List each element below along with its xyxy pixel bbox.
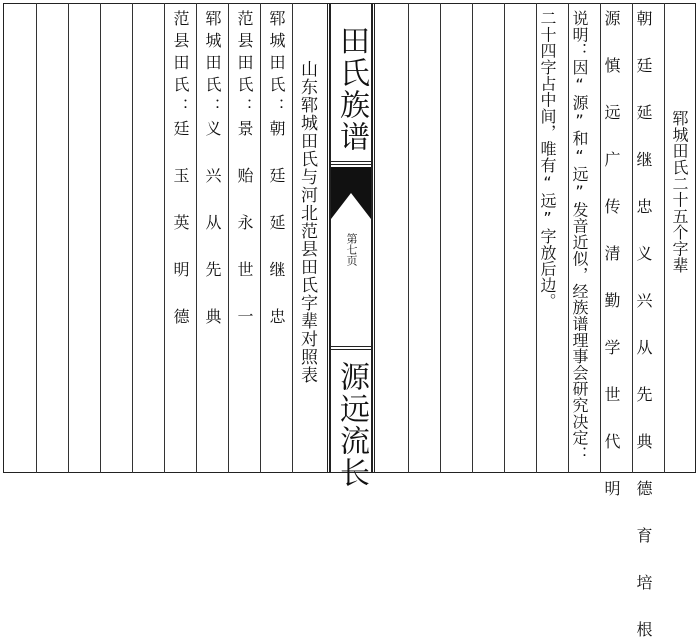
column-rule <box>504 3 505 473</box>
column-rule <box>260 3 261 473</box>
spine-rule <box>374 3 375 473</box>
column-rule <box>408 3 409 473</box>
column-rule <box>68 3 69 473</box>
book-spine <box>327 3 375 489</box>
column-rule <box>164 3 165 473</box>
fishtail-mark-icon <box>331 167 371 219</box>
generation-names-line-2: 源 慎 远 广 传 清 勤 学 世 代 明 <box>602 10 621 502</box>
book-title: 田氏族谱 <box>334 25 369 153</box>
spine-divider <box>330 164 372 165</box>
book-subtitle: 源远流长 <box>334 361 369 489</box>
fan-county-generation-names-2: 范县田氏：廷 玉 英 明 德 <box>171 10 190 330</box>
spine-divider <box>330 161 372 162</box>
yuncheng-generation-names-2: 郓城田氏：义 兴 从 先 典 <box>203 10 222 330</box>
column-rule <box>292 3 293 473</box>
explanation-note-2: 二十四字占中间，唯有“远”字放后边。 <box>538 10 557 310</box>
spine-rule <box>371 3 373 473</box>
column-rule <box>100 3 101 473</box>
spine-divider <box>330 346 372 347</box>
fan-county-generation-names-1: 范县田氏：景 贻 永 世 一 <box>235 10 254 330</box>
column-rule <box>472 3 473 473</box>
column-rule <box>196 3 197 473</box>
column-rule <box>228 3 229 473</box>
column-rule <box>36 3 37 473</box>
page-number: 第七页 <box>345 233 358 266</box>
comparison-table-heading: 山东郓城田氏与河北范县田氏字辈对照表 <box>297 60 317 384</box>
generation-names-line-1: 朝 廷 延 继 忠 义 兴 从 先 典 德 育 培 根 <box>634 10 653 643</box>
column-rule <box>132 3 133 473</box>
spine-rule <box>327 3 328 473</box>
explanation-note-1: 说明：因“源”和“远”发音近似，经族谱理事会研究决定： <box>570 10 589 463</box>
column-rule <box>440 3 441 473</box>
spine-rule <box>329 3 331 473</box>
section-heading: 郓城田氏二十五个字辈 <box>670 110 689 273</box>
spine-divider <box>330 349 372 350</box>
column-rule <box>664 3 665 473</box>
yuncheng-generation-names-1: 郓城田氏：朝 廷 延 继 忠 <box>267 10 286 330</box>
